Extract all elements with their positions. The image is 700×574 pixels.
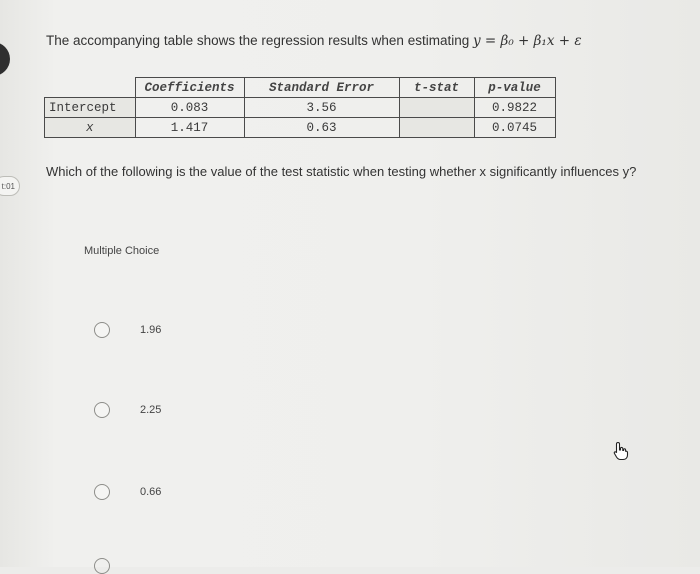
- radio-button[interactable]: [94, 558, 110, 574]
- choice-option[interactable]: [94, 481, 161, 503]
- table-header-cell: Standard Error: [244, 78, 399, 98]
- table-header-row: [45, 78, 556, 98]
- regression-equation: y = β₀ + β₁x + ε: [473, 33, 582, 49]
- radio-button[interactable]: [94, 322, 110, 338]
- choice-option[interactable]: [94, 399, 161, 421]
- table-header-cell: Coefficients: [135, 78, 244, 98]
- table-header-cell: p-value: [474, 78, 555, 98]
- question-prefix: The accompanying table shows the regression results when estimating: [46, 33, 470, 48]
- multiple-choice-label: Multiple Choice: [84, 245, 160, 257]
- regression-table: [44, 77, 556, 138]
- table-row: [45, 118, 556, 138]
- choice-option[interactable]: [94, 319, 161, 341]
- t-stat-cell: [399, 118, 474, 138]
- radio-button[interactable]: [94, 484, 110, 500]
- choice-label: 2.25: [140, 404, 162, 416]
- row-label: x: [45, 118, 136, 138]
- std-error-cell: 0.63: [244, 118, 399, 138]
- row-label: Intercept: [45, 98, 136, 118]
- timer-badge: t:01: [0, 176, 20, 196]
- choice-label: 1.96: [140, 324, 162, 336]
- question-intro: [46, 33, 582, 49]
- p-value-cell: 0.0745: [474, 118, 555, 138]
- t-stat-cell: [399, 98, 474, 118]
- radio-button[interactable]: [94, 402, 110, 418]
- choice-label: 0.66: [140, 486, 162, 498]
- coefficient-cell: 1.417: [135, 118, 244, 138]
- hand-cursor-icon: [612, 441, 630, 461]
- table-header-cell: t-stat: [399, 78, 474, 98]
- std-error-cell: 3.56: [244, 98, 399, 118]
- table-header-cell: [45, 78, 136, 98]
- test-statistic-question: Which of the following is the value of the test statistic when testing whether x significantly influences y?: [46, 164, 637, 179]
- p-value-cell: 0.9822: [474, 98, 555, 118]
- coefficient-cell: 0.083: [135, 98, 244, 118]
- table-row: [45, 98, 556, 118]
